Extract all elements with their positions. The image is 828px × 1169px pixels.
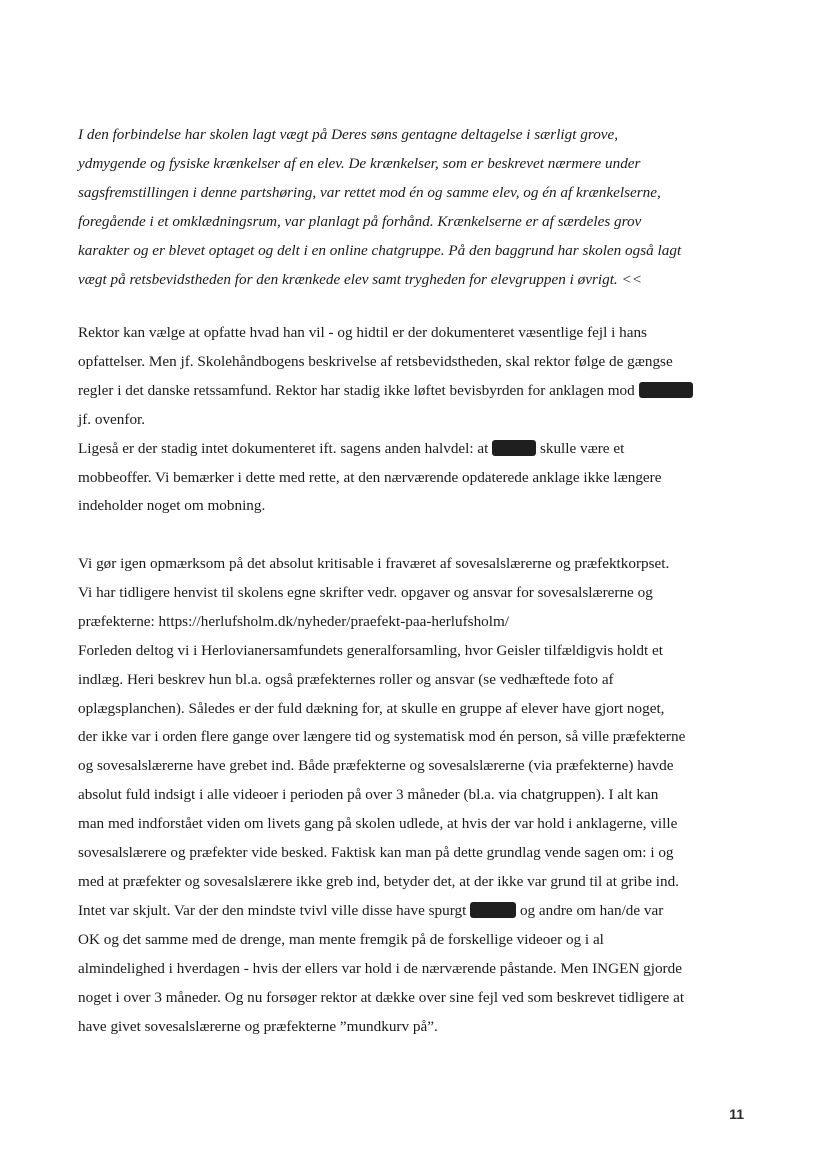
text-line: indlæg. Heri beskrev hun bl.a. også præfekternes roller og ansvar (se vedhæftede foto af xyxy=(78,670,614,688)
text-line xyxy=(78,377,758,406)
text-line: oplægsplanchen). Således er der fuld dækning for, at skulle en gruppe af elever have gjort noget, xyxy=(78,699,665,717)
quote-line: foregående i et omklædningsrum, var planlagt på forhånd. Krænkelserne er af særdeles grov xyxy=(78,213,642,230)
redaction-mark xyxy=(639,382,693,398)
quote-line: sagsfremstillingen i denne partshøring, var rettet mod én og samme elev, og én af krænkelserne, xyxy=(78,184,661,201)
redaction-mark xyxy=(492,440,536,456)
quote-line: ydmygende og fysiske krænkelser af en elev. De krænkelser, som er beskrevet nærmere under xyxy=(78,155,641,172)
page-number: 11 xyxy=(729,1106,744,1122)
text-segment: og andre om han/de var xyxy=(519,901,664,919)
text-line: absolut fuld indsigt i alle videoer i perioden på over 3 måneder (bl.a. via chatgruppen). I alt kan xyxy=(78,786,659,804)
text-line: man med indforstået viden om livets gang på skolen udlede, at hvis der var hold i anklagerne, ville xyxy=(78,815,678,833)
text-segment: Intet var skjult. Var der den mindste tvivl ville disse have spurgt xyxy=(78,901,467,919)
text-line: jf. ovenfor. xyxy=(78,410,146,428)
text-line: have givet sovesalslærerne og præfekterne ”mundkurv på”. xyxy=(78,1017,438,1035)
quote-line: karakter og er blevet optaget og delt i en online chatgruppe. På den baggrund har skolen også lagt xyxy=(78,242,682,259)
text-segment: regler i det danske retssamfund. Rektor har stadig ikke løftet bevisbyrden for anklagen mod xyxy=(78,381,635,399)
text-segment: Ligeså er der stadig intet dokumenteret ift. sagens anden halvdel: at xyxy=(78,439,489,457)
text-line: Rektor kan vælge at opfatte hvad han vil - og hidtil er der dokumenteret væsentlige fejl i hans xyxy=(78,324,647,341)
redaction-mark xyxy=(470,902,516,918)
text-line: indeholder noget om mobning. xyxy=(78,497,266,515)
text-line: der ikke var i orden flere gange over længere tid og systematisk mod én person, så ville præfekterne xyxy=(78,728,686,746)
text-line: mobbeoffer. Vi bemærker i dette med rette, at den nærværende opdaterede anklage ikke længere xyxy=(78,468,662,486)
text-line: Vi har tidligere henvist til skolens egne skrifter vedr. opgaver og ansvar for sovesalslærerne og xyxy=(78,583,653,601)
text-line xyxy=(78,435,758,464)
text-line: præfekterne: https://herlufsholm.dk/nyheder/praefekt-paa-herlufsholm/ xyxy=(78,612,510,630)
text-line: Vi gør igen opmærksom på det absolut kritisable i fraværet af sovesalslærerne og præfektkorpset. xyxy=(78,555,670,572)
text-line: Forleden deltog vi i Herlovianersamfundets generalforsamling, hvor Geisler tilfældigvis holdt et xyxy=(78,641,664,659)
text-line: og sovesalslærerne have grebet ind. Både præfekterne og sovesalslærerne (via præfekterne) havde xyxy=(78,757,674,775)
text-line: OK og det samme med de drenge, man mente fremgik på de forskellige videoer og i al xyxy=(78,930,604,948)
quote-line: I den forbindelse har skolen lagt vægt på Deres søns gentagne deltagelse i særligt grove, xyxy=(78,126,619,143)
text-line: med at præfekter og sovesalslærere ikke greb ind, betyder det, at der ikke var grund til at gribe ind. xyxy=(78,872,679,890)
text-line: opfattelser. Men jf. Skolehåndbogens beskrivelse af retsbevidstheden, skal rektor følge de gængse xyxy=(78,352,673,370)
paragraph-praefekter xyxy=(78,550,758,1041)
text-line: noget i over 3 måneder. Og nu forsøger rektor at dække over sine fejl ved som beskrevet tidligere at xyxy=(78,988,685,1006)
quote-line: vægt på retsbevidstheden for den krænkede elev samt trygheden for elevgruppen i øvrigt. << xyxy=(78,271,643,288)
text-segment: skulle være et xyxy=(539,439,625,457)
text-line xyxy=(78,897,758,926)
quoted-passage xyxy=(78,120,758,294)
text-line: sovesalslærere og præfekter vide besked. Faktisk kan man på dette grundlag vende sagen om: i og xyxy=(78,844,674,862)
text-line: almindelighed i hverdagen - hvis der ellers var hold i de nærværende påstande. Men INGEN gjorde xyxy=(78,959,682,977)
paragraph-rektor xyxy=(78,319,758,521)
